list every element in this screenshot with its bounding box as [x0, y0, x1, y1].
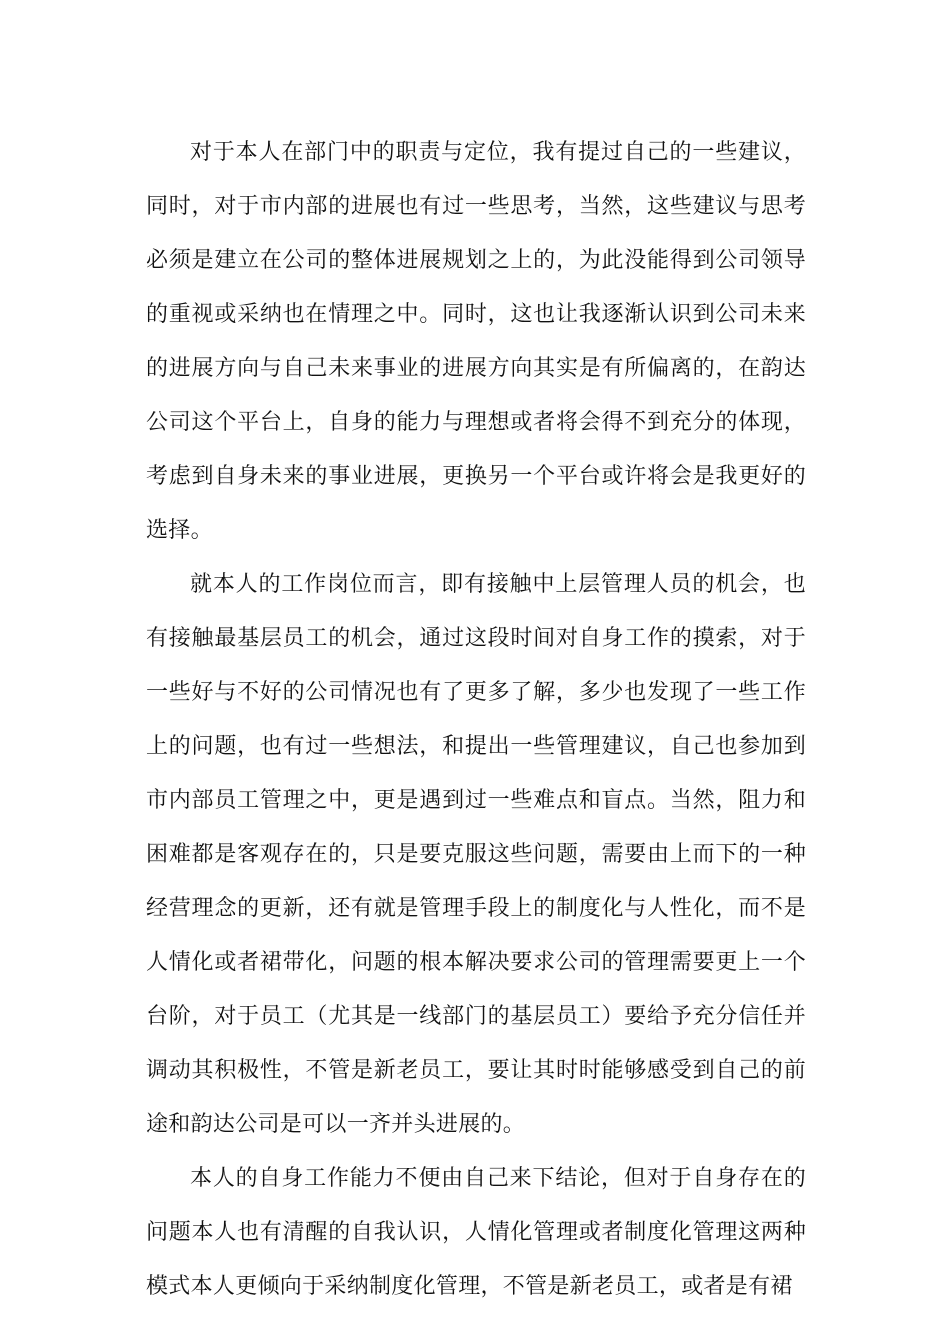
paragraph-1: 对于本人在部门中的职责与定位，我有提过自己的一些建议，同时，对于市内部的进展也有过一些思考，当然，这些建议与思考必须是建立在公司的整体进展规划之上的，为此没能得到公司领导的重视或采纳也在情理之中。同时，这也让我逐渐认识到公司未来的进展方向与自己未来事业的进展方向其实是有所偏离的，在韵达公司这个平台上，自身的能力与理想或者将会得不到充分的体现，考虑到自身未来的事业进展，更换另一个平台或许将会是我更好的选择。: [146, 140, 806, 543]
paragraph-2: 就本人的工作岗位而言，即有接触中上层管理人员的机会，也有接触最基层员工的机会，通过这段时间对自身工作的摸索，对于一些好与不好的公司情况也有了更多了解，多少也发现了一些工作上的问题，也有过一些想法，和提出一些管理建议，自己也参加到市内部员工管理之中，更是遇到过一些难点和盲点。当然，阻力和困难都是客观存在的，只是要克服这些问题，需要由上而下的一种经营理念的更新，还有就是管理手段上的制度化与人性化，而不是人情化或者裙带化，问题的根本解决要求公司的管理需要更上一个台阶，对于员工（尤其是一线部门的基层员工）要给予充分信任并调动其积极性，不管是新老员工，要让其时时能够感受到自己的前途和韵达公司是可以一齐并头进展的。: [146, 572, 806, 1137]
paragraph-3: 本人的自身工作能力不便由自己来下结论，但对于自身存在的问题本人也有清醒的自我认识，人情化管理或者制度化管理这两种模式本人更倾向于采纳制度化管理，不管是新老员工，或者是有裙: [146, 1166, 806, 1299]
document-body: [146, 126, 806, 1314]
